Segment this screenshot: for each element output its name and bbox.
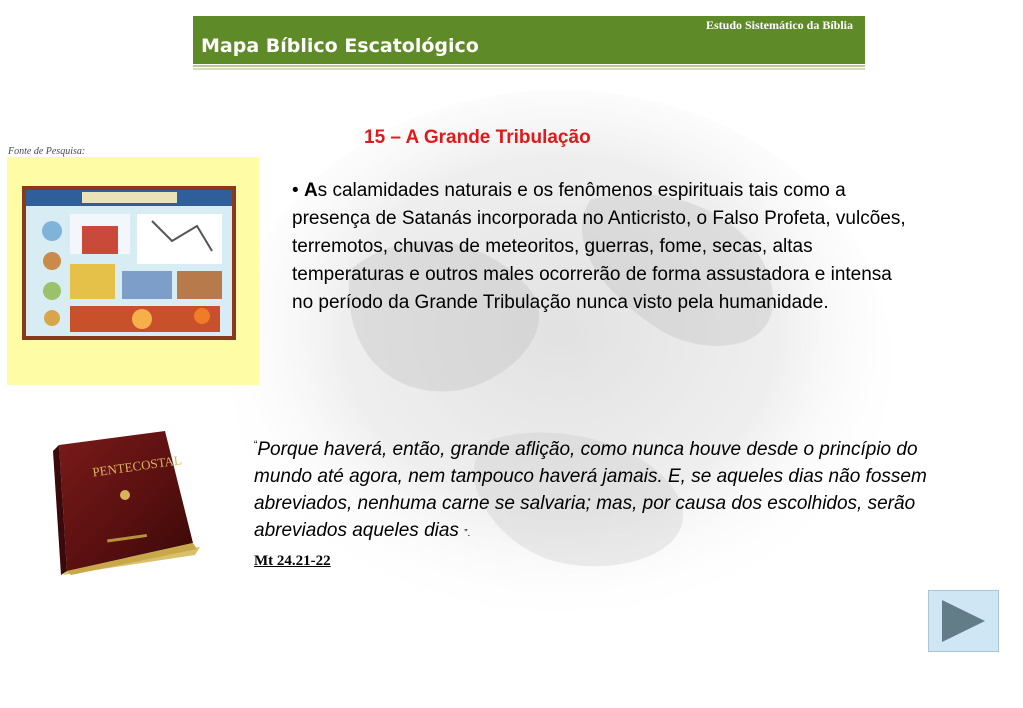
play-arrow-icon [929,591,998,651]
header-divider [193,65,865,67]
quote-open-mark: “ [254,439,258,451]
bullet-paragraph [292,177,912,317]
header-divider-secondary [193,68,865,70]
bible-cover-title: PENTECOSTAL [91,452,183,480]
source-label: Fonte de Pesquisa: [8,146,86,157]
header-band [193,16,865,64]
header-subtitle: Estudo Sistemático da Bíblia [705,18,853,32]
section-title: 15 – A Grande Tribulação [364,127,591,148]
bullet-first-letter: A [303,180,318,201]
quote-close-mark: ”. [464,528,471,539]
bullet-text: s calamidades naturais e os fenômenos espirituais tais como a presença de Satanás incorporada no Anticristo, o Falso Profeta, vulcões, terremotos, chuvas de meteoritos, guerras, fome, secas, altas temperaturas e outros males ocorrerão de forma assustadora e intensa no período da Grande Tribulação nunca visto pela humanidade. [292,180,906,313]
bullet-marker: • [292,180,299,201]
next-slide-button[interactable] [928,590,999,652]
quote-text: Porque haverá, então, grande aflição, como nunca houve desde o princípio do mundo até agora, nem tampouco haverá jamais. E, se aqueles dias não fossem abreviados, nenhuma carne se salvaria; mas, por causa dos escolhidos, serão abreviados aqueles dias [254,439,927,541]
eschatological-map-image [22,186,236,340]
scripture-quote [254,436,964,547]
page-title: Mapa Bíblico Escatológico [201,35,479,57]
bible-book-image [45,425,205,583]
scripture-reference-link[interactable]: Mt 24.21-22 [254,553,331,569]
